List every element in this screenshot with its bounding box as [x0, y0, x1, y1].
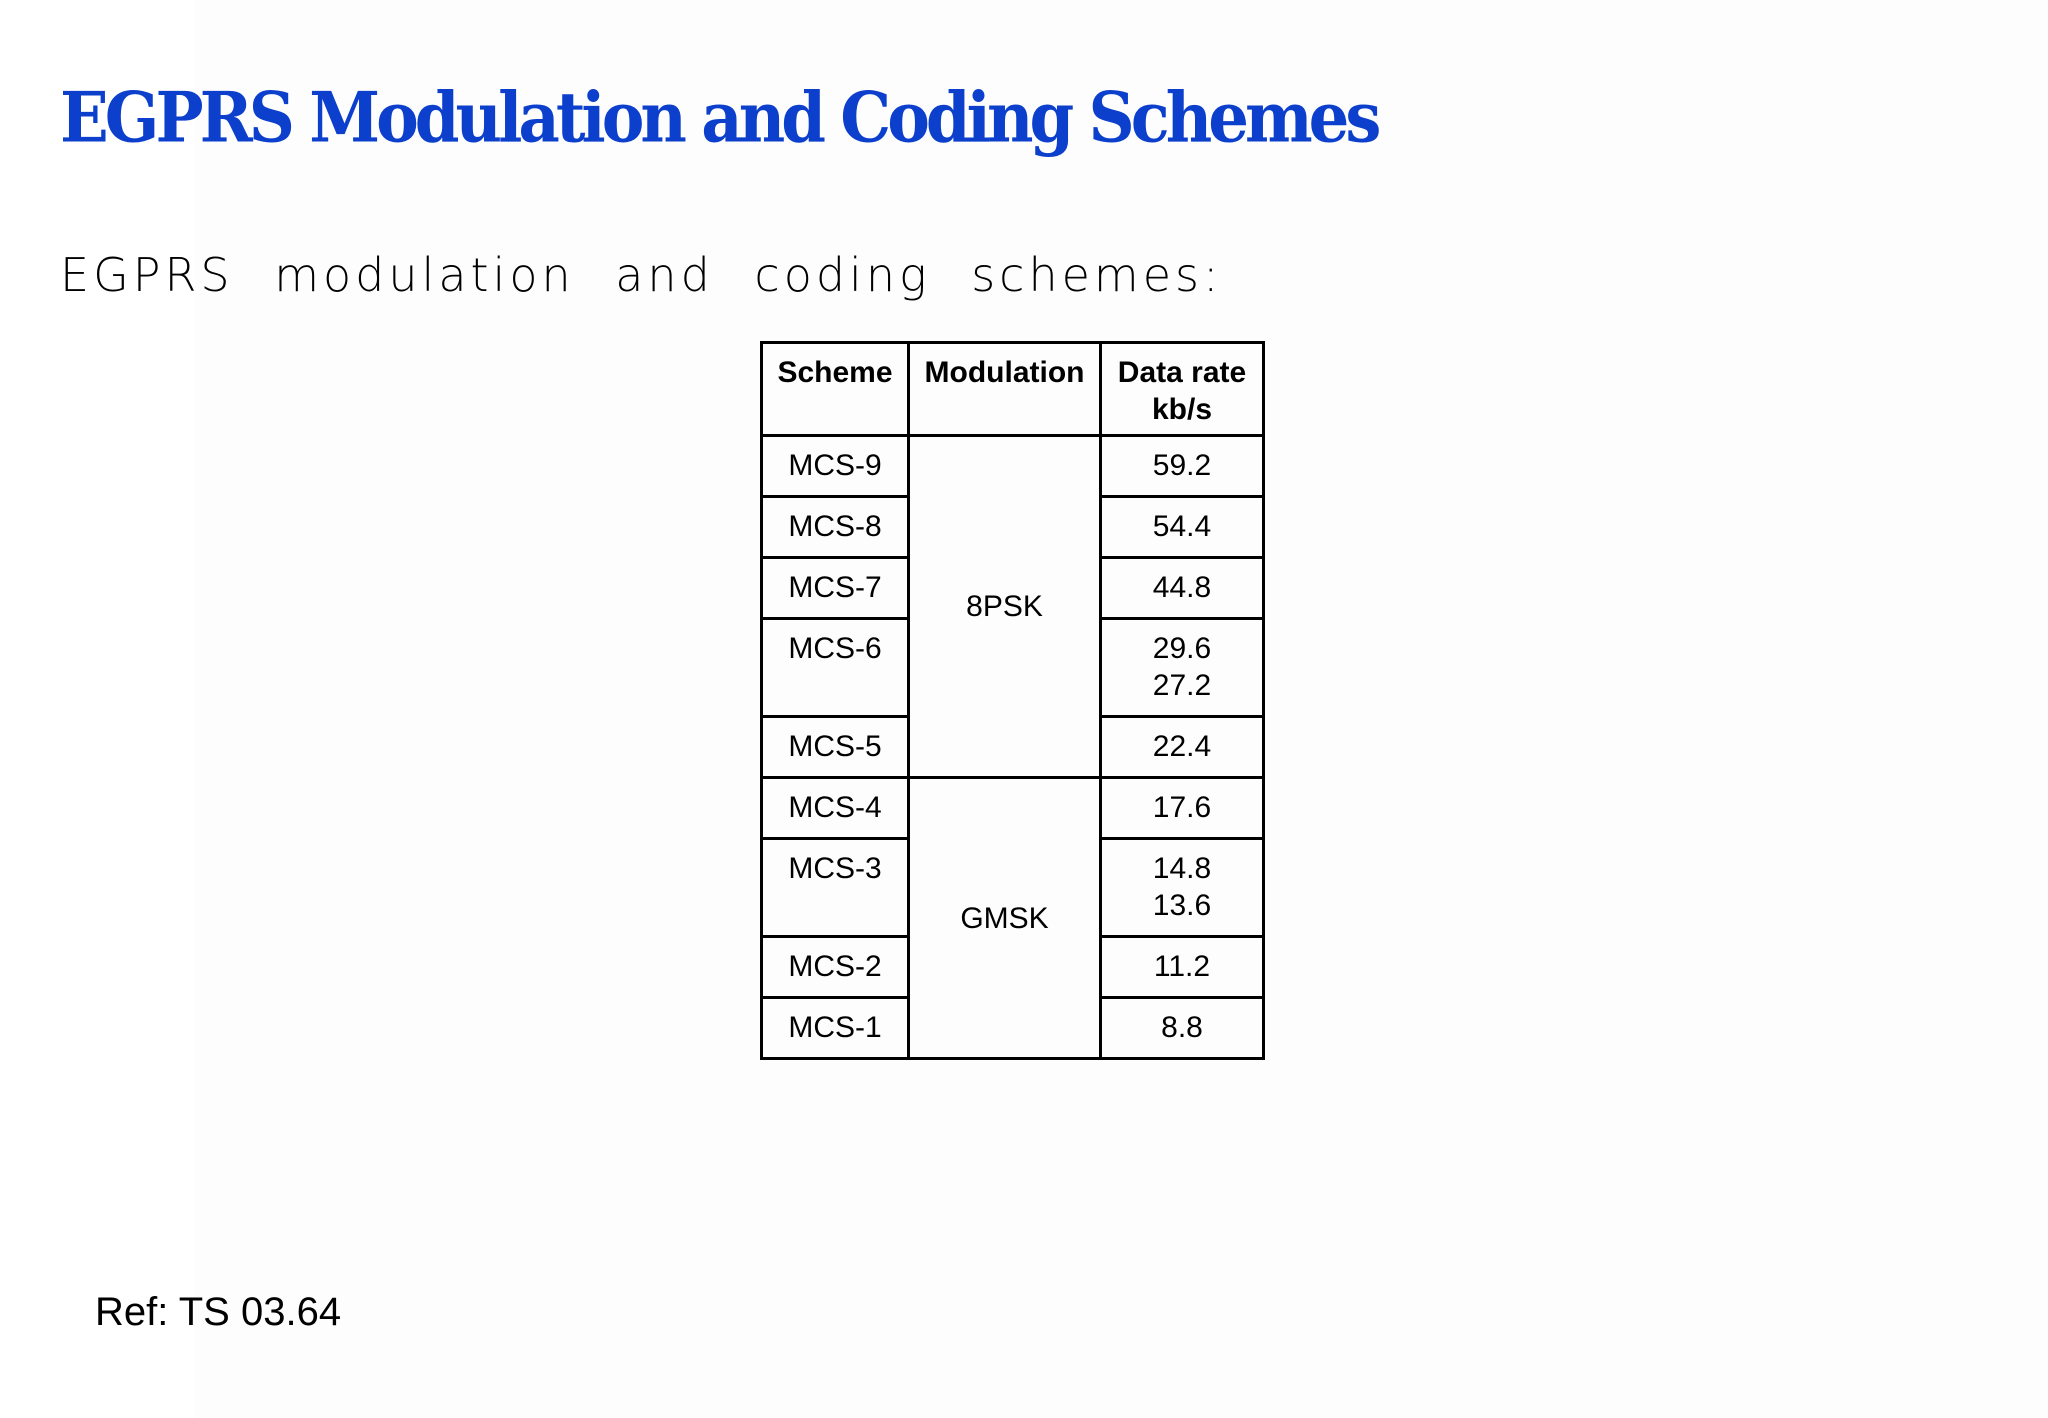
rate-cell — [1101, 717, 1264, 778]
scheme-cell: MCS-1 — [762, 998, 909, 1059]
rate-value: 11.2 — [1153, 950, 1211, 983]
rate-value: 44.8 — [1152, 571, 1212, 604]
rate-value: 54.4 — [1152, 510, 1212, 543]
reference-note: Ref: TS 03.64 — [95, 1290, 342, 1334]
scheme-cell: MCS-5 — [762, 717, 909, 778]
mcs-table — [760, 341, 1265, 1060]
rate-value: 29.6 — [1152, 632, 1212, 665]
scheme-cell: MCS-2 — [762, 937, 909, 998]
header-data-rate — [1101, 343, 1264, 436]
rate-value: 8.8 — [1161, 1011, 1203, 1044]
rate-cell — [1101, 497, 1264, 558]
subtitle: EGPRS modulation and coding schemes: — [60, 248, 1223, 302]
scheme-cell: MCS-9 — [762, 436, 909, 497]
header-scheme: Scheme — [762, 343, 909, 436]
rate-value: 17.6 — [1152, 791, 1212, 824]
header-modulation: Modulation — [909, 343, 1101, 436]
table-row — [762, 436, 1264, 497]
rate-value: 14.8 — [1152, 852, 1212, 885]
rate-value: 27.2 — [1152, 669, 1212, 702]
scheme-cell: MCS-6 — [762, 619, 909, 717]
modulation-cell: 8PSK — [909, 436, 1101, 778]
header-data-rate-line1: Data rate — [1117, 356, 1247, 389]
header-data-rate-line2: kb/s — [1151, 393, 1213, 426]
rate-cell — [1101, 998, 1264, 1059]
rate-cell — [1101, 619, 1264, 717]
rate-cell — [1101, 558, 1264, 619]
rate-cell — [1101, 839, 1264, 937]
rate-cell — [1101, 937, 1264, 998]
scheme-cell: MCS-4 — [762, 778, 909, 839]
table-row — [762, 778, 1264, 839]
page-title: EGPRS Modulation and Coding Schemes — [60, 78, 1378, 159]
rate-value: 13.6 — [1152, 889, 1212, 922]
rate-cell — [1101, 778, 1264, 839]
table-header-row — [762, 343, 1264, 436]
rate-value: 22.4 — [1152, 730, 1212, 763]
modulation-cell: GMSK — [909, 778, 1101, 1059]
scheme-cell: MCS-8 — [762, 497, 909, 558]
scheme-cell: MCS-7 — [762, 558, 909, 619]
rate-value: 59.2 — [1152, 449, 1212, 482]
scheme-cell: MCS-3 — [762, 839, 909, 937]
rate-cell — [1101, 436, 1264, 497]
